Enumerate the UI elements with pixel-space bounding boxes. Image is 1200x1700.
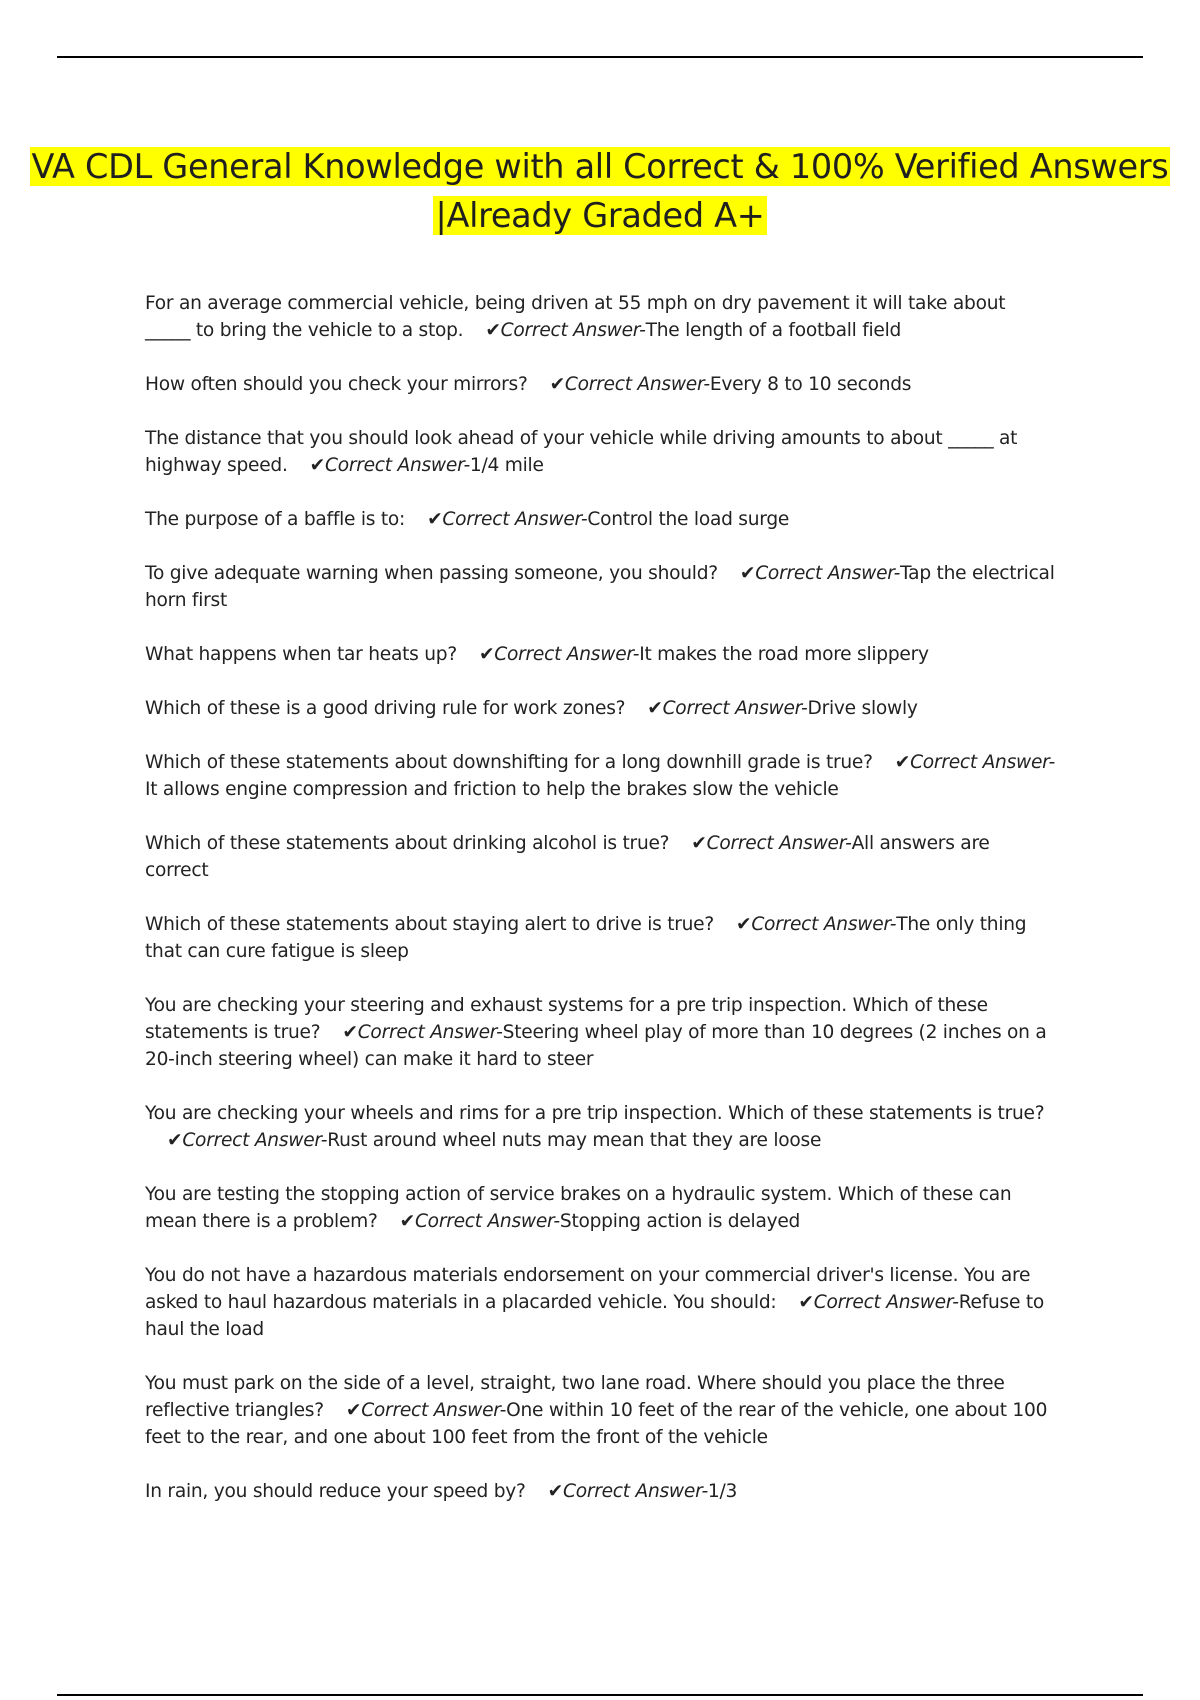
question-text: How often should you check your mirrors? bbox=[145, 374, 528, 395]
header-rule bbox=[57, 56, 1143, 58]
question-text: In rain, you should reduce your speed by? bbox=[145, 1481, 526, 1502]
answer-label: ✔Correct Answer- bbox=[739, 563, 901, 584]
answer-text: The length of a football field bbox=[645, 320, 902, 341]
footer-rule bbox=[57, 1694, 1143, 1696]
answer-label: ✔Correct Answer- bbox=[798, 1292, 959, 1313]
answer-label: ✔Correct Answer- bbox=[427, 509, 588, 530]
qa-item bbox=[145, 1100, 1055, 1154]
question-text: Which of these is a good driving rule for work zones? bbox=[145, 698, 626, 719]
answer-text: One within 10 feet of the rear of the vehicle, one about 100 feet to the rear, and one about 100 feet from the front of the vehicle bbox=[145, 1400, 1048, 1448]
answer-label: ✔Correct Answer- bbox=[342, 1022, 503, 1043]
answer-label: ✔Correct Answer- bbox=[691, 833, 852, 854]
question-text: You are checking your steering and exhaust systems for a pre trip inspection. Which of these statements is true? bbox=[145, 995, 988, 1043]
qa-item bbox=[145, 1262, 1055, 1343]
answer-text: Refuse to haul the load bbox=[145, 1292, 1044, 1340]
answer-label: ✔Correct Answer- bbox=[309, 455, 470, 476]
answer-label: ✔Correct Answer- bbox=[345, 1400, 507, 1421]
question-text: Which of these statements about drinking alcohol is true? bbox=[145, 833, 670, 854]
qa-item bbox=[145, 1478, 1055, 1505]
answer-label: ✔Correct Answer- bbox=[736, 914, 897, 935]
answer-text: 1/3 bbox=[707, 1481, 738, 1502]
answer-text: Drive slowly bbox=[807, 698, 918, 719]
answer-text: All answers are correct bbox=[145, 833, 990, 881]
answer-text: It makes the road more slippery bbox=[639, 644, 929, 665]
answer-text: Stopping action is delayed bbox=[559, 1211, 801, 1232]
qa-item bbox=[145, 1181, 1055, 1235]
answer-text: Rust around wheel nuts may mean that they are loose bbox=[327, 1130, 822, 1151]
question-text: You are testing the stopping action of service brakes on a hydraulic system. Which of these can mean there is a problem? bbox=[145, 1184, 1012, 1232]
qa-item bbox=[145, 506, 1055, 533]
answer-label: ✔Correct Answer- bbox=[549, 374, 710, 395]
qa-list bbox=[145, 290, 1055, 1532]
answer-label: ✔Correct Answer- bbox=[894, 752, 1056, 773]
answer-label: ✔Correct Answer- bbox=[167, 1130, 328, 1151]
answer-text: Tap the electrical horn first bbox=[145, 563, 1055, 611]
question-text: You are checking your wheels and rims for a pre trip inspection. Which of these statements is true? bbox=[145, 1103, 1045, 1124]
qa-item bbox=[145, 1370, 1055, 1451]
qa-item bbox=[145, 911, 1055, 965]
qa-item bbox=[145, 371, 1055, 398]
qa-item bbox=[145, 560, 1055, 614]
answer-label: ✔Correct Answer- bbox=[478, 644, 640, 665]
qa-item bbox=[145, 749, 1055, 803]
answer-text: Every 8 to 10 seconds bbox=[709, 374, 912, 395]
document-title bbox=[0, 142, 1200, 240]
question-text: The distance that you should look ahead of your vehicle while driving amounts to about _____ at highway speed. bbox=[145, 428, 1018, 476]
answer-label: ✔Correct Answer- bbox=[485, 320, 646, 341]
question-text: The purpose of a baffle is to: bbox=[145, 509, 406, 530]
document-title-text: VA CDL General Knowledge with all Correct & 100% Verified Answers |Already Graded A+ bbox=[31, 147, 1169, 235]
qa-item bbox=[145, 992, 1055, 1073]
answer-text: Control the load surge bbox=[587, 509, 790, 530]
answer-label: ✔Correct Answer- bbox=[399, 1211, 560, 1232]
qa-item bbox=[145, 641, 1055, 668]
qa-item bbox=[145, 830, 1055, 884]
answer-label: ✔Correct Answer- bbox=[647, 698, 808, 719]
question-text: Which of these statements about downshifting for a long downhill grade is true? bbox=[145, 752, 873, 773]
answer-label: ✔Correct Answer- bbox=[547, 1481, 708, 1502]
question-text: You must park on the side of a level, straight, two lane road. Where should you place the three reflective triangles? bbox=[145, 1373, 1005, 1421]
question-text: To give adequate warning when passing someone, you should? bbox=[145, 563, 718, 584]
question-text: For an average commercial vehicle, being driven at 55 mph on dry pavement it will take about _____ to bring the vehicle to a stop. bbox=[145, 293, 1006, 341]
answer-text: 1/4 mile bbox=[469, 455, 544, 476]
answer-text: Steering wheel play of more than 10 degrees (2 inches on a 20-inch steering wheel) can make it hard to steer bbox=[145, 1022, 1047, 1070]
qa-item bbox=[145, 695, 1055, 722]
answer-text: The only thing that can cure fatigue is sleep bbox=[145, 914, 1027, 962]
answer-text: It allows engine compression and friction to help the brakes slow the vehicle bbox=[145, 779, 839, 800]
question-text: Which of these statements about staying alert to drive is true? bbox=[145, 914, 714, 935]
qa-item bbox=[145, 290, 1055, 344]
qa-item bbox=[145, 425, 1055, 479]
question-text: What happens when tar heats up? bbox=[145, 644, 457, 665]
question-text: You do not have a hazardous materials endorsement on your commercial driver's license. You are asked to haul hazardous materials in a placarded vehicle. You should: bbox=[145, 1265, 1031, 1313]
